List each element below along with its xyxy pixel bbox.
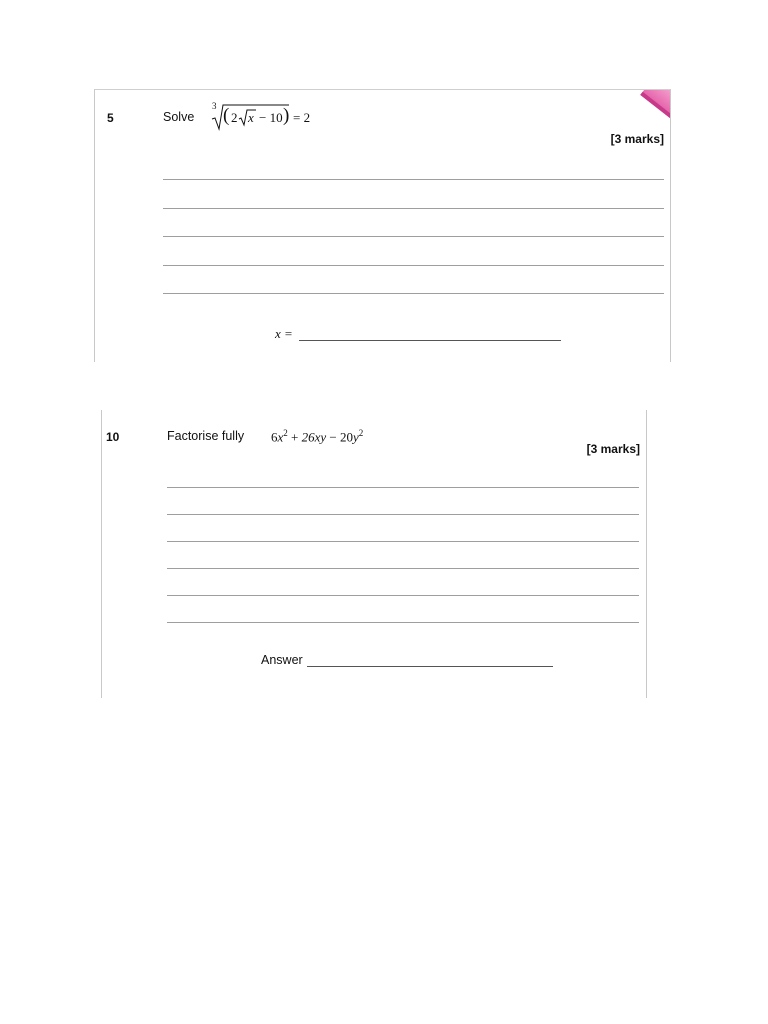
working-line [163, 265, 664, 266]
cube-root-expression [209, 102, 319, 132]
working-line [163, 208, 664, 209]
inner-coef: 2 [231, 110, 238, 125]
answer-line[interactable] [307, 666, 553, 667]
marks-label: [3 marks] [586, 442, 640, 456]
term1-exp: 2 [283, 428, 288, 438]
term3-exp: 2 [358, 428, 364, 438]
term3-coef: 20 [340, 429, 354, 445]
close-paren: ) [283, 105, 290, 126]
question-prompt: Factorise fully [167, 429, 245, 443]
working-line [167, 487, 639, 488]
inner-rest: − 10 [259, 110, 283, 125]
operator-plus: + [291, 429, 299, 445]
working-line [163, 293, 664, 294]
question-prompt: Solve [163, 110, 195, 124]
working-line [163, 179, 664, 180]
term3-var: y [353, 429, 359, 445]
working-line [163, 236, 664, 237]
working-line [167, 541, 639, 542]
polynomial-expression [271, 428, 363, 445]
answer-label: x = [275, 326, 293, 341]
marks-label: [3 marks] [610, 132, 664, 146]
inner-variable: x [248, 110, 254, 125]
term1-var: x [277, 429, 284, 445]
working-line [167, 514, 639, 515]
equation-rhs: = 2 [293, 110, 311, 125]
question-5-card [94, 89, 671, 362]
working-line [167, 595, 639, 596]
working-line [167, 568, 639, 569]
term1-coef: 6 [271, 429, 278, 445]
answer-label: Answer [261, 653, 303, 667]
operator-minus: − [329, 429, 337, 445]
term2: 26xy [301, 429, 327, 445]
corner-tab-decoration [640, 89, 671, 120]
root-index: 3 [212, 101, 217, 111]
working-line [167, 622, 639, 623]
question-10-card [101, 410, 647, 698]
answer-line[interactable] [299, 340, 561, 341]
question-number: 10 [106, 430, 120, 444]
open-paren: ( [223, 105, 230, 126]
question-number: 5 [107, 111, 114, 125]
